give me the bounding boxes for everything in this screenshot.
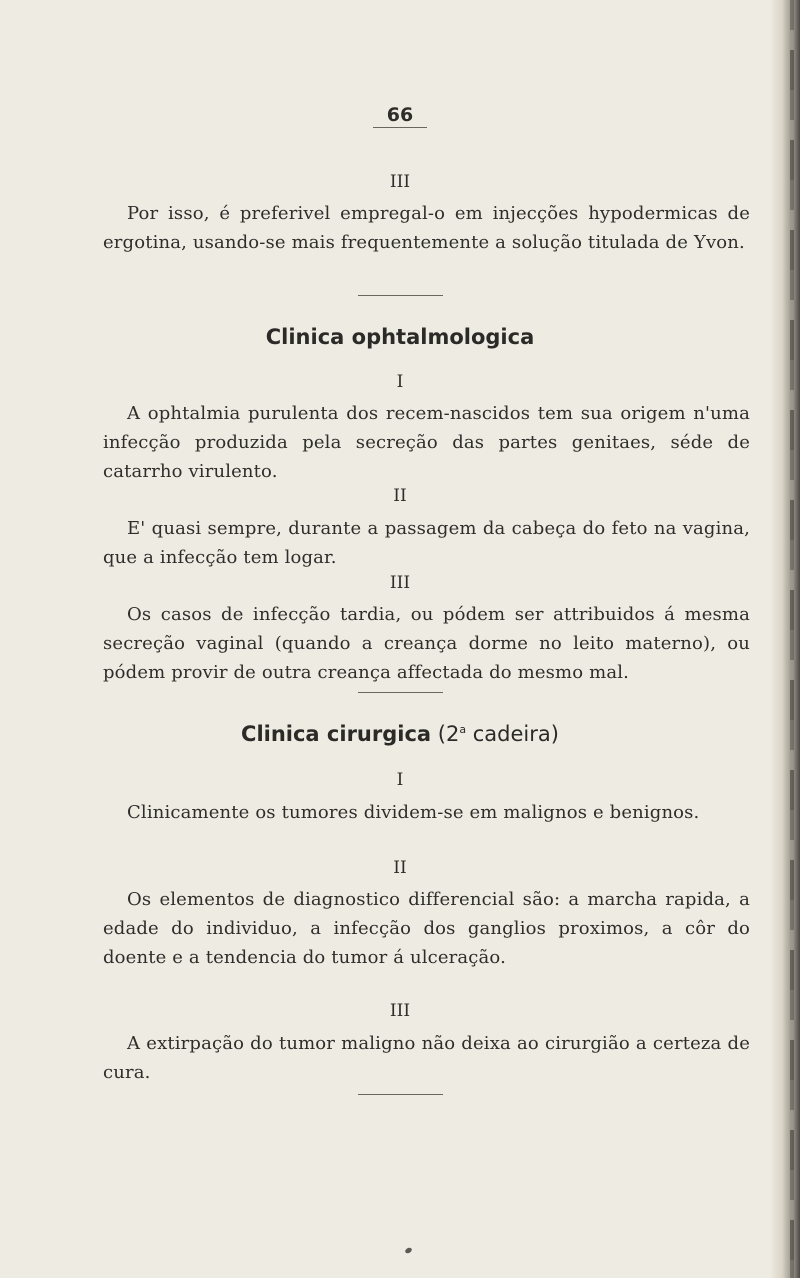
section-divider: [358, 295, 443, 296]
section2-paragraph-3: [103, 1029, 750, 1087]
page-number: 66: [386, 104, 414, 126]
section2-paragraph-1: [103, 798, 750, 827]
section-heading-chair: [438, 722, 559, 746]
section-heading-ophtalmologica: [0, 325, 800, 349]
paragraph-text: Os elementos de diagnostico differencial são: a marcha rapida, a edade do individuo, a infecção dos ganglios proximos, a côr do doente e a tendencia do tumor á ulceração.: [103, 889, 750, 968]
heading-chair-open: (2: [437, 722, 460, 746]
section2-roman-2: II: [393, 858, 407, 878]
section1-roman-1: I: [396, 372, 404, 392]
section-heading-text: Clinica ophtalmologica: [265, 325, 535, 349]
section-heading-cirurgica: [0, 722, 800, 746]
section-heading-text: Clinica cirurgica: [241, 722, 432, 746]
intro-paragraph: [103, 199, 750, 257]
section1-paragraph-2: [103, 514, 750, 572]
end-divider: [358, 1094, 443, 1095]
section1-paragraph-3: [103, 600, 750, 687]
section1-roman-2: II: [393, 486, 407, 506]
section1-roman-3: III: [389, 573, 411, 593]
paragraph-text: Os casos de infecção tardia, ou pódem ser attribuidos á mesma secreção vaginal (quando a creança dorme no leito materno), ou pódem provir de outra creança affectada do mesmo mal.: [103, 604, 750, 683]
page-edge-shadow: [770, 0, 800, 1278]
intro-paragraph-text: Por isso, é preferivel empregal-o em injecções hypodermicas de ergotina, usando-se mais frequentemente a solução titulada de Yvon.: [103, 203, 750, 253]
paragraph-text: E' quasi sempre, durante a passagem da cabeça do feto na vagina, que a infecção tem logar.: [103, 518, 750, 568]
paragraph-text: A extirpação do tumor maligno não deixa ao cirurgião a certeza de cura.: [103, 1033, 750, 1083]
section2-paragraph-2: [103, 885, 750, 972]
heading-chair-superscript: a: [459, 723, 467, 736]
ink-speck: [404, 1247, 413, 1255]
page-number-underline: [373, 127, 427, 128]
intro-roman-numeral: III: [389, 172, 411, 192]
section1-paragraph-1: [103, 399, 750, 486]
section-divider: [358, 692, 443, 693]
heading-chair-rest: cadeira): [466, 722, 559, 746]
section2-roman-3: III: [389, 1001, 411, 1021]
paragraph-text: Clinicamente os tumores dividem-se em malignos e benignos.: [127, 802, 700, 823]
paragraph-text: A ophtalmia purulenta dos recem-nascidos tem sua origem n'uma infecção produzida pela secreção das partes genitaes, séde de catarrho virulento.: [103, 403, 750, 482]
section2-roman-1: I: [396, 770, 404, 790]
